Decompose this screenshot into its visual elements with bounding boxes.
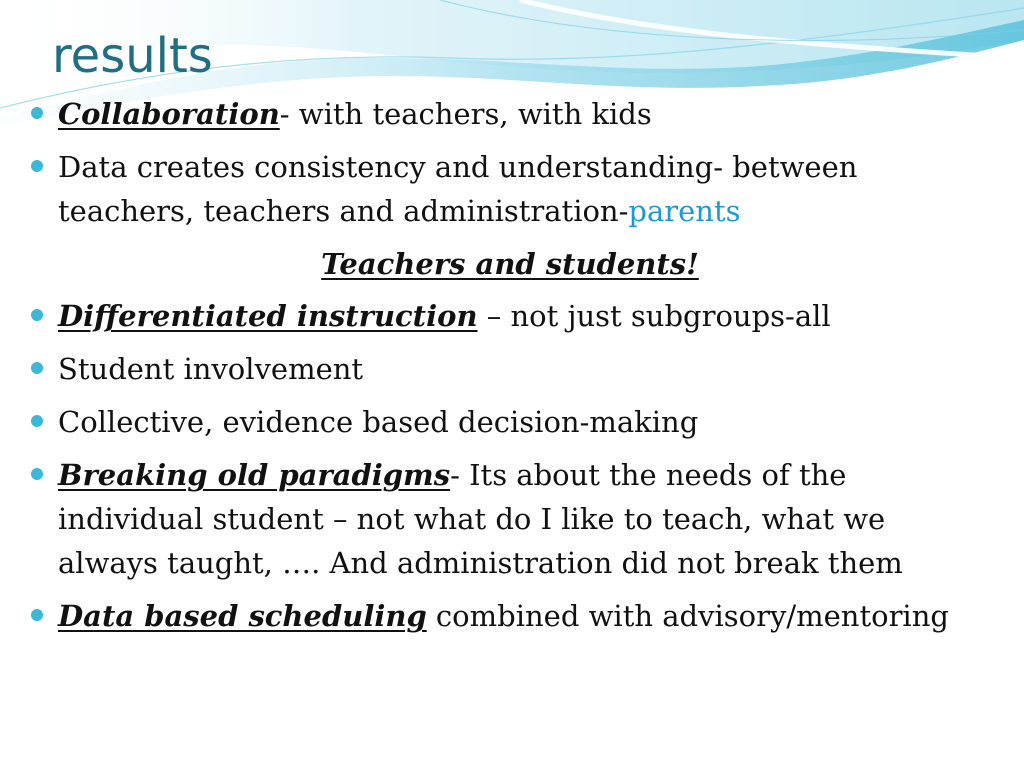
bullet-emphasis: Collaboration	[58, 97, 280, 131]
bullet-item	[30, 145, 990, 233]
bullet-emphasis: Differentiated instruction	[58, 299, 478, 333]
bullet-text: – not just subgroups-all	[477, 299, 831, 333]
bullet-item	[30, 453, 990, 585]
bullet-dot-icon	[31, 160, 43, 172]
bullet-dot-icon	[31, 415, 43, 427]
bullet-dot-icon	[31, 609, 43, 621]
bullet-text: combined with advisory/mentoring	[426, 599, 949, 633]
centered-emphasis-line	[30, 242, 990, 286]
bullet-emphasis: Breaking old paradigms	[58, 458, 451, 492]
centered-emphasis-text: Teachers and students!	[321, 247, 699, 281]
bullet-dot-icon	[31, 107, 43, 119]
bullet-dot-icon	[31, 362, 43, 374]
bullet-item	[30, 347, 990, 391]
bullet-text: Data creates consistency and understanding- between teachers, teachers and administration-	[58, 150, 858, 228]
bullet-list	[30, 92, 990, 647]
bullet-item	[30, 92, 990, 136]
bullet-accent-text: parents	[628, 194, 741, 228]
slide-title: results	[52, 28, 213, 84]
bullet-emphasis: Data based scheduling	[58, 599, 427, 633]
bullet-text: Student involvement	[58, 352, 364, 386]
bullet-text: - with teachers, with kids	[279, 97, 652, 131]
bullet-dot-icon	[31, 468, 43, 480]
bullet-text: - Its about the needs of the individual student – not what do I like to teach, what we always taught, …. And administration did not break them	[58, 458, 903, 580]
bullet-item	[30, 400, 990, 444]
bullet-item	[30, 594, 990, 638]
bullet-item	[30, 294, 990, 338]
bullet-text: Collective, evidence based decision-making	[58, 405, 699, 439]
bullet-dot-icon	[31, 309, 43, 321]
